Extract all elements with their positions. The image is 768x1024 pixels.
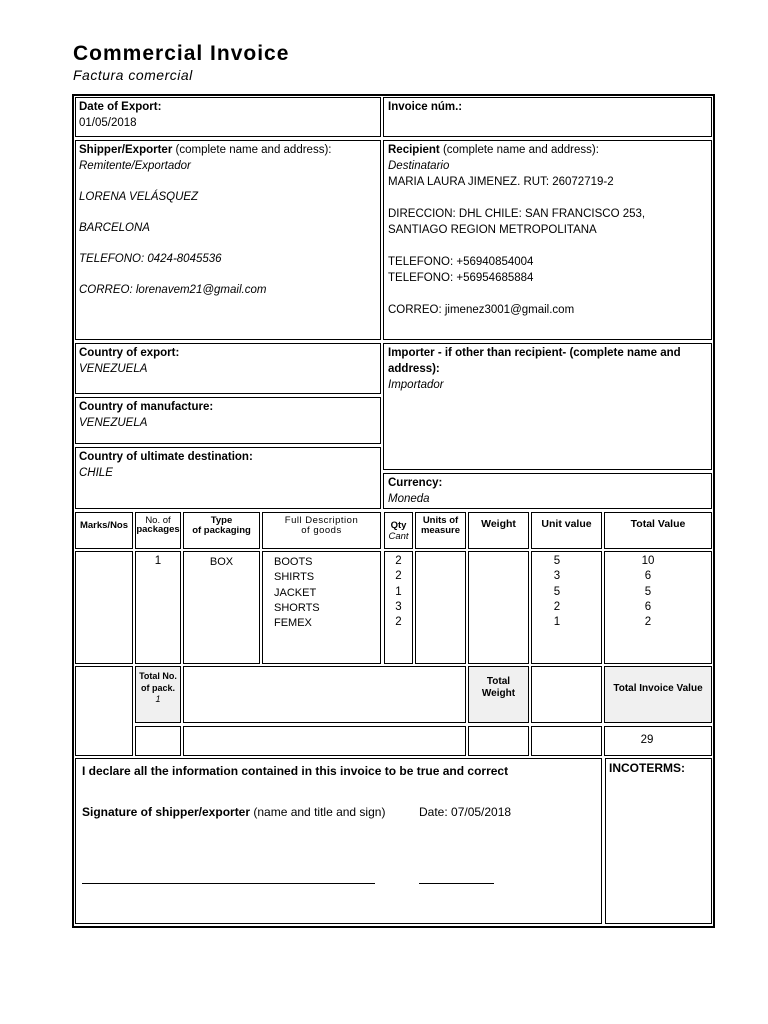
shipper-label (79, 142, 379, 158)
unit-value-header: Unit value (541, 518, 592, 530)
description-header-line2: of goods (301, 525, 342, 536)
importer-label (388, 345, 710, 377)
country-destination-field (79, 449, 253, 481)
qty-header: Qty (390, 520, 407, 531)
item-description: SHORTS (274, 601, 320, 614)
total-packages-label-line1: Total No. (139, 671, 177, 681)
shipper-email: CORREO: lorenavem21@gmail.com (79, 284, 267, 296)
importer-field (388, 345, 710, 393)
country-destination-value: CHILE (79, 467, 113, 479)
total-value-column (604, 554, 692, 630)
total-invoice-value: 29 (640, 734, 654, 746)
total-weight-label-line1: Total (486, 676, 511, 687)
item-unit-value: 5 (553, 555, 561, 567)
item-description: SHIRTS (274, 571, 315, 584)
recipient-label (388, 142, 710, 158)
total-invoice-label-cell (604, 666, 712, 723)
date-of-export-label: Date of Export: (79, 101, 162, 113)
recipient-email: CORREO: jimenez3001@gmail.com (388, 304, 575, 316)
recipient-label-es: Destinatario (388, 160, 450, 172)
qty-header-es: Cant (388, 531, 409, 542)
signature-label-bold: Signature of shipper/exporter (82, 805, 251, 819)
total-value-header: Total Value (630, 518, 686, 530)
date-line (419, 883, 494, 884)
totals-bottom-blank-cell (531, 726, 602, 756)
country-export-value: VENEZUELA (79, 363, 148, 375)
signature-label-rest: (name and title and sign) (250, 805, 386, 819)
incoterms-label: INCOTERMS: (609, 761, 685, 775)
shipper-label-rest: (complete name and address): (172, 144, 332, 156)
description-column (274, 555, 374, 631)
qty-column (384, 554, 413, 630)
item-description: JACKET (274, 586, 317, 599)
shipper-phone: TELEFONO: 0424-8045536 (79, 253, 222, 265)
declaration-box (75, 758, 602, 924)
date-of-export-value: 01/05/2018 (79, 117, 137, 129)
item-qty: 1 (395, 585, 402, 598)
shipper-label-bold: Shipper/Exporter (79, 144, 173, 156)
packages-header-line2: packages (136, 524, 180, 535)
importer-label-rest: (complete name and address): (388, 347, 681, 375)
body-marks-cell (75, 551, 133, 664)
units-header-line2: measure (420, 525, 461, 536)
item-unit-value: 1 (553, 616, 561, 629)
shipper-field (79, 142, 379, 298)
importer-label-bold: Importer - if other than recipient- (388, 347, 567, 359)
country-manufacture-field (79, 399, 213, 431)
incoterms-box (605, 758, 712, 924)
total-invoice-label: Total Invoice Value (613, 683, 703, 694)
totals-bottom-packages-cell (135, 726, 181, 756)
shipper-label-es: Remitente/Exportador (79, 160, 191, 172)
body-units-cell (415, 551, 466, 664)
units-header-line1: Units of (422, 515, 459, 526)
total-packages-value: 1 (155, 694, 161, 704)
totals-marks-cell (75, 666, 133, 756)
recipient-name: MARIA LAURA JIMENEZ. RUT: 26072719-2 (388, 176, 614, 188)
country-manufacture-label: Country of manufacture: (79, 401, 214, 413)
item-total: 6 (644, 600, 652, 613)
item-description: BOOTS (274, 556, 313, 568)
item-qty: 3 (395, 600, 402, 613)
total-packages-label-line2: of pack. (140, 683, 175, 693)
packaging-header-line2: of packaging (192, 525, 251, 536)
signature-line (82, 883, 375, 884)
shipper-name: LORENA VELÁSQUEZ (79, 191, 199, 203)
recipient-label-rest: (complete name and address): (439, 144, 599, 156)
item-unit-value: 2 (553, 600, 561, 613)
page-subtitle: Factura comercial (73, 67, 193, 83)
item-total: 10 (641, 555, 655, 567)
item-total: 2 (644, 616, 652, 629)
invoice-num-label: Invoice núm.: (388, 101, 463, 113)
item-qty: 2 (395, 616, 402, 629)
weight-header: Weight (481, 518, 516, 530)
recipient-address-line2: SANTIAGO REGION METROPOLITANA (388, 224, 597, 236)
body-weight-cell (468, 551, 529, 664)
item-unit-value: 3 (553, 570, 561, 583)
item-qty: 2 (395, 555, 402, 567)
marks-header: Marks/Nos (79, 520, 129, 531)
packages-value: 1 (154, 555, 162, 567)
item-description: FEMEX (274, 617, 312, 630)
currency-label: Currency: (388, 477, 443, 489)
totals-bottom-middle-cell (183, 726, 466, 756)
totals-bottom-weight-cell (468, 726, 529, 756)
packaging-value: BOX (209, 556, 234, 568)
total-weight-value-cell (531, 666, 602, 723)
declaration-text: I declare all the information contained in this invoice to be true and correct (82, 764, 509, 778)
recipient-address-line1: DIRECCION: DHL CHILE: SAN FRANCISCO 253, (388, 208, 646, 220)
totals-middle-cell (183, 666, 466, 723)
recipient-field (388, 142, 710, 318)
packages-header-line1: No. of (145, 515, 171, 526)
shipper-city: BARCELONA (79, 222, 150, 234)
signature-label (82, 804, 385, 820)
country-export-field (79, 345, 179, 377)
country-export-label: Country of export: (79, 347, 180, 359)
recipient-label-bold: Recipient (388, 144, 440, 156)
signature-date: Date: 07/05/2018 (419, 805, 512, 819)
importer-label-es: Importador (388, 379, 444, 391)
item-total: 6 (644, 570, 652, 583)
unit-value-column (531, 554, 583, 630)
description-header-line1: Full Description (284, 515, 359, 526)
total-weight-label-line2: Weight (481, 688, 516, 699)
currency-label-es: Moneda (388, 493, 430, 505)
item-unit-value: 5 (553, 585, 561, 598)
packaging-header-line1: Type (210, 515, 233, 526)
country-destination-label: Country of ultimate destination: (79, 451, 253, 463)
item-total: 5 (644, 585, 652, 598)
page-title: Commercial Invoice (73, 42, 290, 65)
currency-field (388, 475, 442, 507)
recipient-phone1: TELEFONO: +56940854004 (388, 256, 534, 268)
date-of-export-field (79, 99, 161, 131)
item-qty: 2 (395, 570, 402, 583)
country-manufacture-value: VENEZUELA (79, 417, 148, 429)
recipient-phone2: TELEFONO: +56954685884 (388, 272, 534, 284)
